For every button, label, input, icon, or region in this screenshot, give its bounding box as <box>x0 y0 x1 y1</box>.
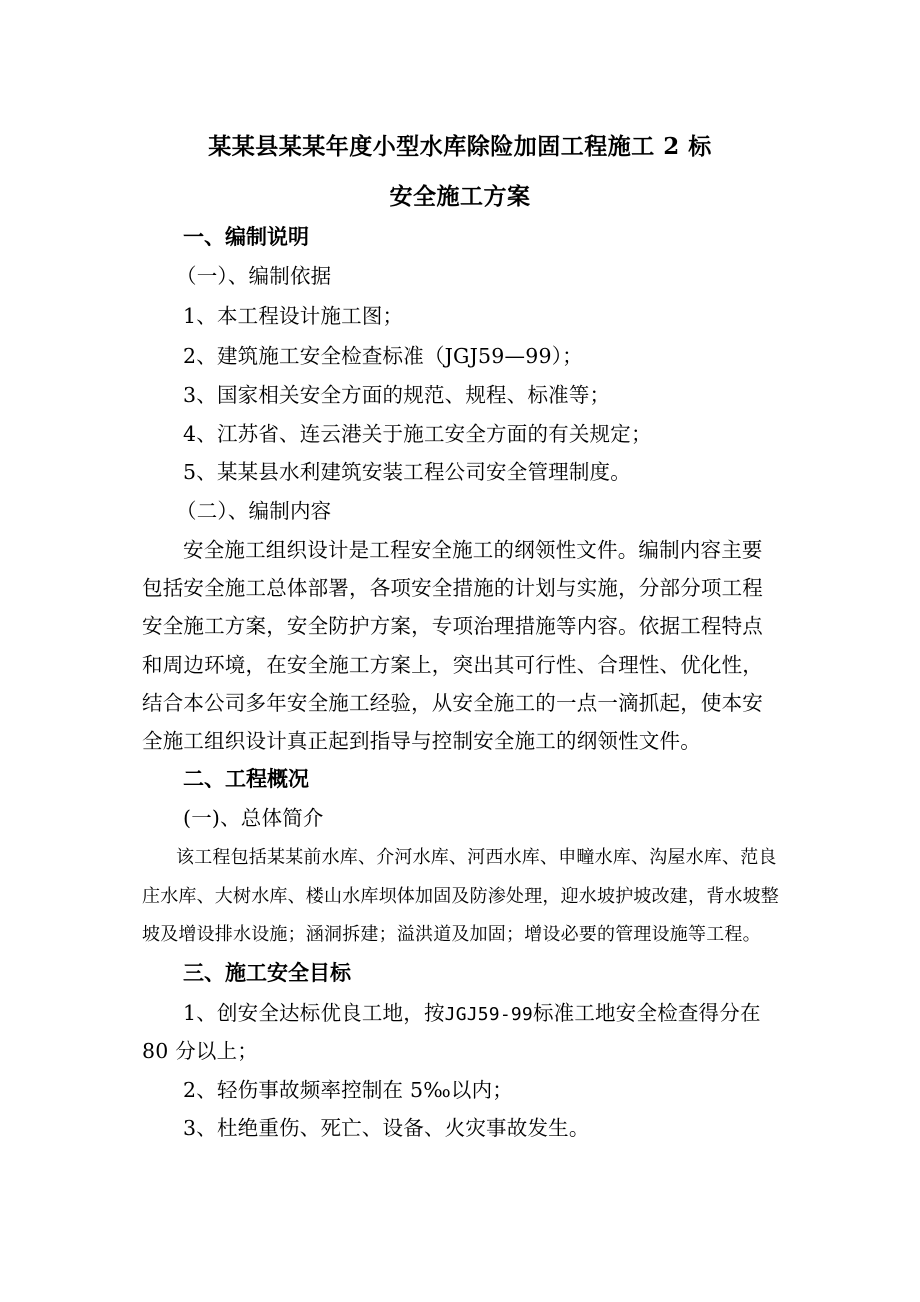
list-item-continuation: 80 分以上； <box>142 1039 259 1063</box>
list-item: 3、国家相关安全方面的规范、规程、标准等； <box>183 383 611 407</box>
section-heading-3: 三、施工安全目标 <box>183 960 351 985</box>
paragraph-line: 和周边环境，在安全施工方案上，突出其可行性、合理性、优化性， <box>142 653 763 677</box>
list-item: 1、本工程设计施工图； <box>183 304 404 328</box>
section-heading-1: 一、编制说明 <box>183 224 309 249</box>
paragraph-line: 安全施工方案，安全防护方案，专项治理措施等内容。依据工程特点 <box>142 614 763 638</box>
paragraph-line: 全施工组织设计真正起到指导与控制安全施工的纲领性文件。 <box>142 729 701 753</box>
paragraph-line: 该工程包括某某前水库、介河水库、河西水库、申疃水库、沟屋水库、范良 <box>176 847 777 868</box>
list-item-text: 标准工地安全检查得分在 <box>532 1001 761 1025</box>
paragraph-line: 结合本公司多年安全施工经验，从安全施工的一点一滴抓起，使本安 <box>142 691 763 715</box>
subsection-heading-1-1: （一）、编制依据 <box>176 264 332 288</box>
list-item: 4、江苏省、连云港关于施工安全方面的有关规定； <box>183 422 652 446</box>
list-item: 2、建筑施工安全检查标准（JGJ59—99）； <box>183 344 583 368</box>
subsection-heading-2-1: (一)、总体简介 <box>183 806 324 830</box>
subsection-heading-1-2: （二）、编制内容 <box>176 499 332 523</box>
paragraph-line: 安全施工组织设计是工程安全施工的纲领性文件。编制内容主要 <box>183 538 763 562</box>
document-title-line1: 某某县某某年度小型水库除险加固工程施工 2 标 <box>208 133 712 160</box>
paragraph-line: 庄水库、大树水库、楼山水库坝体加固及防渗处理，迎水坡护坡改建，背水坡整 <box>142 886 779 907</box>
list-item-text: 1、创安全达标优良工地，按 <box>183 1001 445 1025</box>
document-title-line2: 安全施工方案 <box>389 183 531 210</box>
paragraph-line: 坡及增设排水设施；涵洞拆建；溢洪道及加固；增设必要的管理设施等工程。 <box>142 924 761 945</box>
section-heading-2: 二、工程概况 <box>183 766 309 791</box>
list-item <box>183 996 761 1026</box>
list-item: 2、轻伤事故频率控制在 5‰以内； <box>183 1078 514 1102</box>
paragraph-line: 包括安全施工总体部署，各项安全措施的计划与实施，分部分项工程 <box>142 576 763 600</box>
list-item: 5、某某县水利建筑安装工程公司安全管理制度。 <box>183 460 631 484</box>
standard-code: JGJ59-99 <box>444 1004 533 1025</box>
list-item: 3、杜绝重伤、死亡、设备、火灾事故发生。 <box>183 1116 590 1140</box>
